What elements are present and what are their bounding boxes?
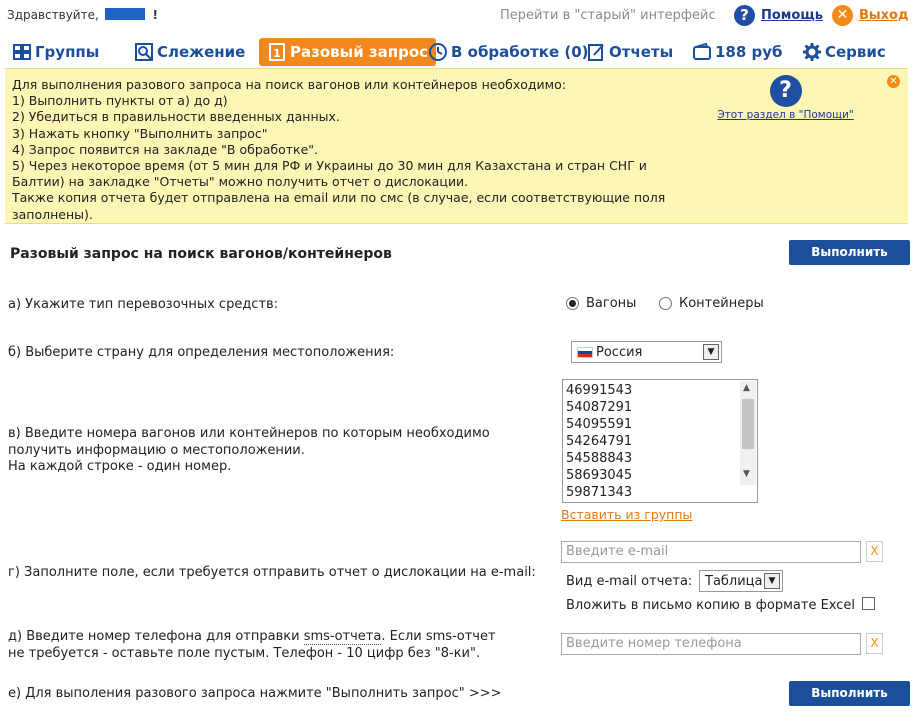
email-format-select[interactable]: Таблица ▼ — [699, 570, 783, 592]
attach-excel-label: Вложить в письмо копию в формате Excel — [566, 598, 856, 613]
tab-processing[interactable]: В обработке (0) — [428, 38, 589, 66]
close-icon[interactable]: ✕ — [887, 75, 900, 88]
help-icon: ? — [734, 5, 755, 26]
wallet-icon — [692, 42, 712, 62]
form-title: Разовый запрос на поиск вагонов/контейнеров — [10, 246, 392, 262]
help-icon[interactable]: ? — [770, 75, 802, 107]
radio-containers[interactable]: Контейнеры — [659, 296, 764, 311]
scrollbar-thumb[interactable] — [742, 399, 754, 449]
country-select[interactable]: Россия ▼ — [571, 341, 722, 363]
instructions-panel — [5, 68, 908, 224]
submit-hint-label: е) Для выполения разового запроса нажмите "Выполнить запрос" >>> — [8, 686, 502, 701]
old-interface-link[interactable]: Перейти в "старый" интерфейс — [500, 8, 716, 23]
reports-icon — [586, 42, 606, 62]
run-request-button-top[interactable]: Выполнить запрос — [789, 240, 910, 265]
groups-icon — [12, 42, 32, 62]
numbers-textarea[interactable]: 46991543 54087291 54095591 54264791 54588843 58693045 59871343 ▲ ▼ — [562, 379, 758, 503]
tab-balance[interactable]: 188 руб — [692, 38, 783, 66]
country-label: б) Выберите страну для определения местоположения: — [8, 345, 395, 360]
phone-input[interactable]: Введите номер телефона — [561, 633, 861, 655]
radio-button-checked[interactable] — [566, 297, 579, 310]
email-label: г) Заполните поле, если требуется отправить отчет о дислокации на e-mail: — [8, 565, 536, 580]
main-tabs — [0, 38, 917, 68]
tab-reports[interactable]: Отчеты — [586, 38, 673, 66]
help-link[interactable]: ? Помощь — [734, 5, 823, 26]
processing-clock-icon — [428, 42, 448, 62]
one-time-request-icon — [267, 42, 287, 62]
email-format-label: Вид e-mail отчета: — [566, 574, 693, 589]
instructions-text: Для выполнения разового запроса на поиск вагонов или контейнеров необходимо: 1) Выполнить пункты от а) до д) 2) Убедиться в правильности введенных данных. 3) Нажать кнопку "Выполнить запрос" 4) Запрос появится на закладе "В обработке". 5) Через некоторое время (от 5 мин для РФ и Украины до 30 мин для Казахстана и стран СНГ и Балтии) на закладке "Отчеты" можно получить отчет о дислокации. Также копия отчета будет отправлена на email или по смс (в случае, если соответствующие поля заполнены). — [12, 77, 666, 222]
phone-label: д) Введите номер телефона для отправки sms-отчета. Если sms-отчет не требуется - оставьте поле пустым. Телефон - 10 цифр без "8-ки". — [8, 629, 496, 661]
insert-from-group-link[interactable]: Вставить из группы — [561, 507, 693, 522]
radio-button-unchecked[interactable] — [659, 297, 672, 310]
exit-link[interactable]: ✕ Выход — [832, 5, 908, 26]
section-help-link[interactable]: Этот раздел в "Помощи" — [717, 109, 854, 121]
numbers-label: в) Введите номера вагонов или контейнеров по которым необходимо получить информацию о местоположении. На каждой строке - один номер. — [8, 426, 490, 474]
attach-excel-checkbox[interactable] — [862, 597, 875, 610]
user-name-redacted — [105, 8, 145, 20]
tab-one-time-request[interactable]: 1 Разовый запрос — [259, 38, 436, 66]
top-bar — [0, 0, 917, 32]
greeting: Здравствуйте, ! — [7, 8, 158, 22]
radio-wagons[interactable]: Вагоны — [566, 296, 636, 311]
clear-phone-button[interactable]: X — [866, 633, 883, 654]
textarea-scrollbar[interactable] — [740, 381, 756, 485]
scroll-down-icon[interactable]: ▼ — [743, 469, 750, 479]
tab-groups[interactable]: Группы — [12, 38, 99, 66]
scroll-up-icon[interactable]: ▲ — [743, 383, 750, 393]
email-input[interactable]: Введите e-mail — [561, 541, 861, 563]
chevron-down-icon[interactable]: ▼ — [703, 344, 719, 360]
tracking-icon — [134, 42, 154, 62]
svg-text:1: 1 — [273, 47, 281, 60]
close-icon: ✕ — [832, 5, 853, 26]
tab-tracking[interactable]: Слежение — [134, 38, 245, 66]
transport-type-label: а) Укажите тип перевозочных средств: — [8, 297, 279, 312]
tab-service[interactable]: Сервис — [802, 38, 886, 66]
russia-flag-icon — [577, 347, 593, 358]
gear-icon — [802, 42, 822, 62]
section-help[interactable] — [713, 75, 858, 121]
clear-email-button[interactable]: X — [866, 541, 883, 562]
run-request-button-bottom[interactable]: Выполнить запрос — [789, 681, 910, 706]
chevron-down-icon[interactable]: ▼ — [764, 573, 780, 589]
